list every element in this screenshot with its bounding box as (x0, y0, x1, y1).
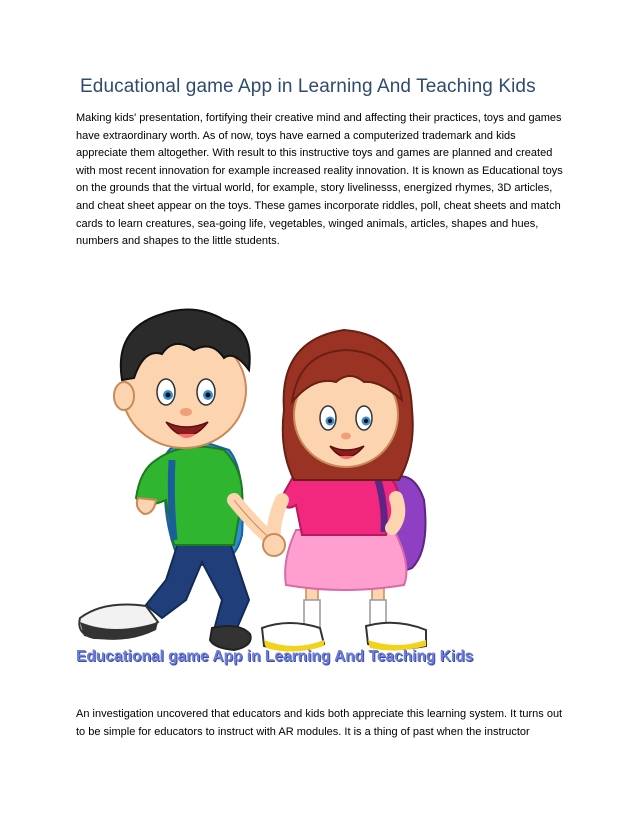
body-paragraph: An investigation uncovered that educators and kids both appreciate this learning system. It turns out to be simple for educators to instruct with AR modules. It is a thing of past when the instructor (76, 708, 563, 738)
girl-figure (262, 330, 426, 652)
image-caption: Educational game App in Learning And Teaching Kids (76, 648, 474, 665)
kids-illustration (74, 300, 494, 680)
intro-paragraph: Making kids' presentation, fortifying their creative mind and affecting their practices, toys and games have extraordinary worth. As of now, toys have earned a computerized trademark and kids appreciate them altogether. With result to this instructive toys and games are planned and created with most recent innovation for example increased reality innovation. It is known as Educational toys on the grounds that the virtual world, for example, story livelinesss, energized rhymes, 3D articles, and cheat sheet appear on the toys. These games incorporate riddles, poll, cheat sheets and match cards to learn creatures, sea-going life, vegetables, winged animals, articles, shapes and hues, numbers and shapes to the little students. (76, 112, 563, 248)
document-title: Educational game App in Learning And Teaching Kids (80, 76, 536, 97)
boy-figure (79, 310, 272, 650)
